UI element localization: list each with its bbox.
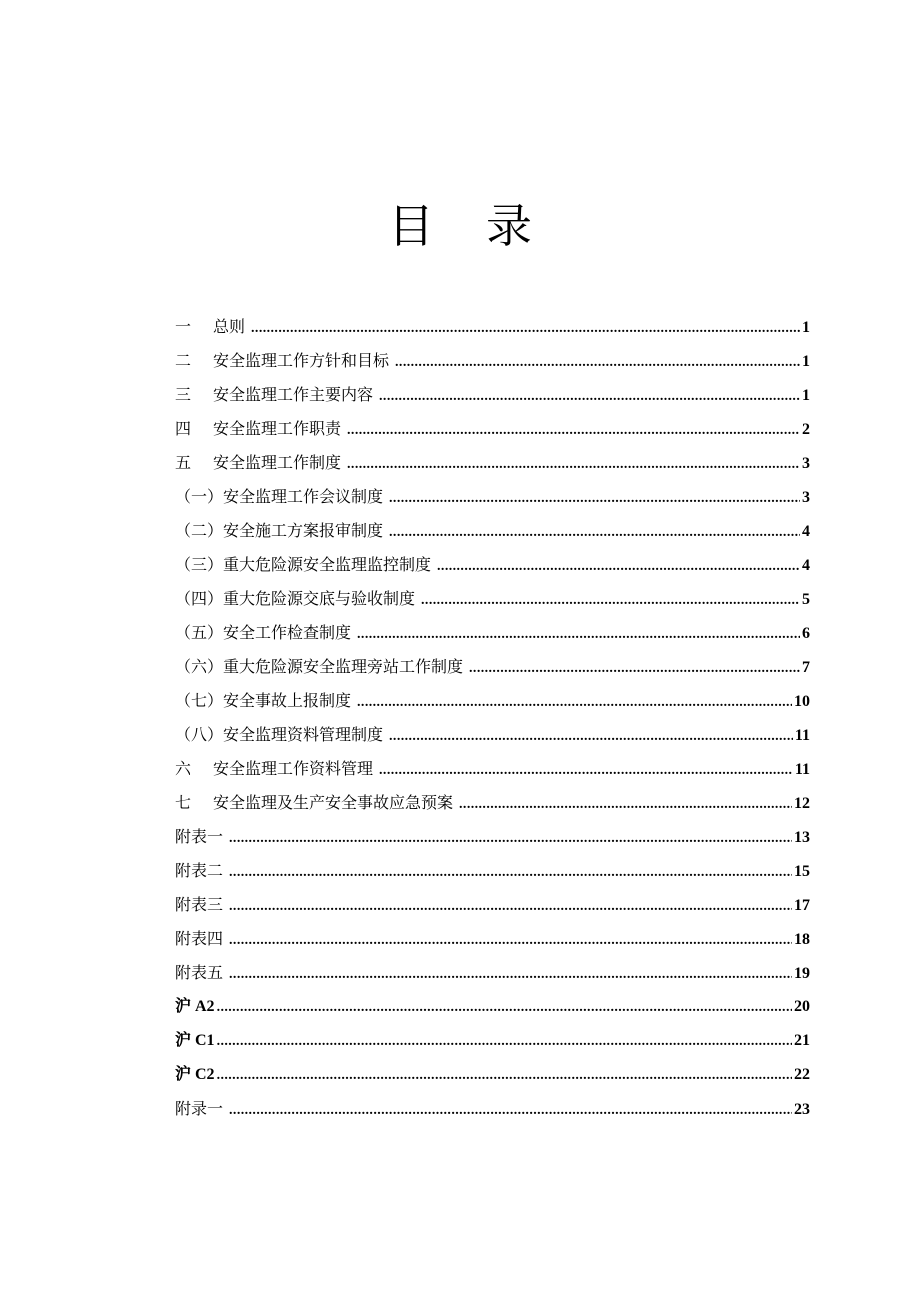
toc-entry-number: （五） (175, 623, 224, 642)
toc-entry-page-number: 13 (794, 829, 810, 846)
toc-dot-leader (389, 482, 800, 516)
toc-entry-page-number: 1 (802, 319, 810, 336)
toc-entry-page-number: 12 (794, 795, 810, 812)
toc-entry-page-number: 15 (794, 863, 810, 880)
toc-entry[interactable] (175, 718, 810, 752)
toc-dot-leader (395, 346, 800, 380)
toc-entry[interactable] (175, 1058, 810, 1092)
toc-entry[interactable] (175, 1092, 810, 1126)
toc-entry-page-number: 5 (802, 591, 810, 608)
toc-entry-label: 附表三 (175, 895, 224, 914)
toc-entry-number: 一 (175, 317, 192, 336)
toc-entry[interactable] (175, 480, 810, 514)
toc-entry[interactable] (175, 548, 810, 582)
toc-dot-leader (229, 1094, 792, 1128)
toc-dot-leader (379, 380, 800, 414)
page-title-char-2: 录 (486, 199, 532, 253)
toc-entry-number: （二） (175, 521, 224, 540)
toc-entry-page-number: 7 (802, 659, 810, 676)
toc-entry-label: 附表五 (175, 963, 224, 982)
toc-entry[interactable] (175, 582, 810, 616)
toc-entry-number: （四） (175, 589, 224, 608)
toc-entry-label: 沪 C2 (175, 1066, 215, 1083)
toc-entry[interactable] (175, 820, 810, 854)
toc-entry-number: （七） (175, 691, 224, 710)
toc-entry[interactable] (175, 1024, 810, 1058)
toc-entry-page-number: 11 (794, 727, 810, 744)
toc-entry-label: 安全监理资料管理制度 (223, 725, 384, 744)
toc-entry[interactable] (175, 752, 810, 786)
toc-entry-number: 三 (175, 385, 192, 404)
toc-entry-page-number: 2 (802, 421, 810, 438)
toc-entry[interactable] (175, 684, 810, 718)
toc-dot-leader (229, 856, 792, 890)
toc-entry-number: （一） (175, 487, 224, 506)
toc-entry-page-number: 10 (794, 693, 810, 710)
toc-entry-label: 重大危险源交底与验收制度 (223, 589, 416, 608)
toc-entry[interactable] (175, 786, 810, 820)
toc-entry-page-number: 6 (802, 625, 810, 642)
toc-entry-label: 重大危险源安全监理监控制度 (223, 555, 432, 574)
toc-entry[interactable] (175, 854, 810, 888)
toc-entry-page-number: 18 (794, 931, 810, 948)
toc-entry[interactable] (175, 922, 810, 956)
toc-entry-label: 沪 C1 (175, 1032, 215, 1049)
toc-entry[interactable] (175, 650, 810, 684)
toc-entry-label: 安全监理工作主要内容 (213, 385, 374, 404)
toc-dot-leader (379, 754, 793, 788)
toc-entry-number: 五 (175, 453, 192, 472)
toc-entry-page-number: 4 (802, 523, 810, 540)
toc-entry-number: 六 (175, 759, 192, 778)
toc-dot-leader (347, 414, 800, 448)
toc-dot-leader (217, 991, 792, 1025)
toc-entry-label: 安全监理工作职责 (213, 419, 342, 438)
toc-entry-page-number: 4 (802, 557, 810, 574)
toc-entry-page-number: 17 (794, 897, 810, 914)
toc-entry[interactable] (175, 446, 810, 480)
toc-entry-label: 安全施工方案报审制度 (223, 521, 384, 540)
toc-entry[interactable] (175, 378, 810, 412)
toc-dot-leader (229, 924, 792, 958)
toc-entry-page-number: 3 (802, 455, 810, 472)
toc-entry-page-number: 22 (794, 1066, 810, 1083)
toc-dot-leader (217, 1059, 792, 1093)
toc-entry-label: 安全事故上报制度 (223, 691, 352, 710)
toc-entry-number: （三） (175, 555, 224, 574)
page-title-char-1: 目 (388, 199, 434, 253)
toc-entry-label: 附表一 (175, 827, 224, 846)
toc-entry-number: 二 (175, 351, 192, 370)
toc-entry[interactable] (175, 616, 810, 650)
toc-dot-leader (459, 788, 792, 822)
toc-entry-number: 四 (175, 419, 192, 438)
toc-entry-label: 沪 A2 (175, 998, 215, 1015)
toc-entry-page-number: 23 (794, 1101, 810, 1118)
toc-dot-leader (229, 958, 792, 992)
toc-entry-label: 附表四 (175, 929, 224, 948)
page-title (0, 196, 920, 256)
toc-dot-leader (389, 720, 793, 754)
toc-entry[interactable] (175, 514, 810, 548)
toc-entry-number: （八） (175, 725, 224, 744)
toc-entry-page-number: 1 (802, 353, 810, 370)
toc-dot-leader (357, 618, 800, 652)
toc-entry-label: 安全工作检查制度 (223, 623, 352, 642)
toc-entry-page-number: 11 (794, 761, 810, 778)
toc-entry-number: 七 (175, 793, 192, 812)
toc-entry-label: 附录一 (175, 1099, 224, 1118)
toc-entry-label: 安全监理及生产安全事故应急预案 (213, 793, 454, 812)
toc-dot-leader (229, 890, 792, 924)
toc-entry-label: 安全监理工作会议制度 (223, 487, 384, 506)
toc-entry-page-number: 1 (802, 387, 810, 404)
toc-entry-number: （六） (175, 657, 224, 676)
toc-entry-label: 安全监理工作资料管理 (213, 759, 374, 778)
toc-entry-page-number: 21 (794, 1032, 810, 1049)
toc-dot-leader (251, 312, 800, 346)
toc-entry[interactable] (175, 990, 810, 1024)
toc-entry[interactable] (175, 888, 810, 922)
toc-dot-leader (217, 1025, 792, 1059)
toc-dot-leader (389, 516, 800, 550)
toc-entry[interactable] (175, 344, 810, 378)
toc-entry-label: 安全监理工作制度 (213, 453, 342, 472)
table-of-contents (175, 310, 810, 1126)
toc-entry[interactable] (175, 310, 810, 344)
toc-dot-leader (421, 584, 800, 618)
toc-entry[interactable] (175, 956, 810, 990)
toc-entry-label: 重大危险源安全监理旁站工作制度 (223, 657, 464, 676)
toc-entry-page-number: 3 (802, 489, 810, 506)
toc-dot-leader (437, 550, 800, 584)
toc-entry[interactable] (175, 412, 810, 446)
toc-entry-label: 安全监理工作方针和目标 (213, 351, 390, 370)
toc-dot-leader (347, 448, 800, 482)
toc-entry-page-number: 20 (794, 998, 810, 1015)
toc-entry-label: 附表二 (175, 861, 224, 880)
toc-dot-leader (357, 686, 792, 720)
toc-entry-page-number: 19 (794, 965, 810, 982)
toc-dot-leader (229, 822, 792, 856)
toc-dot-leader (469, 652, 800, 686)
toc-entry-label: 总则 (213, 317, 246, 336)
